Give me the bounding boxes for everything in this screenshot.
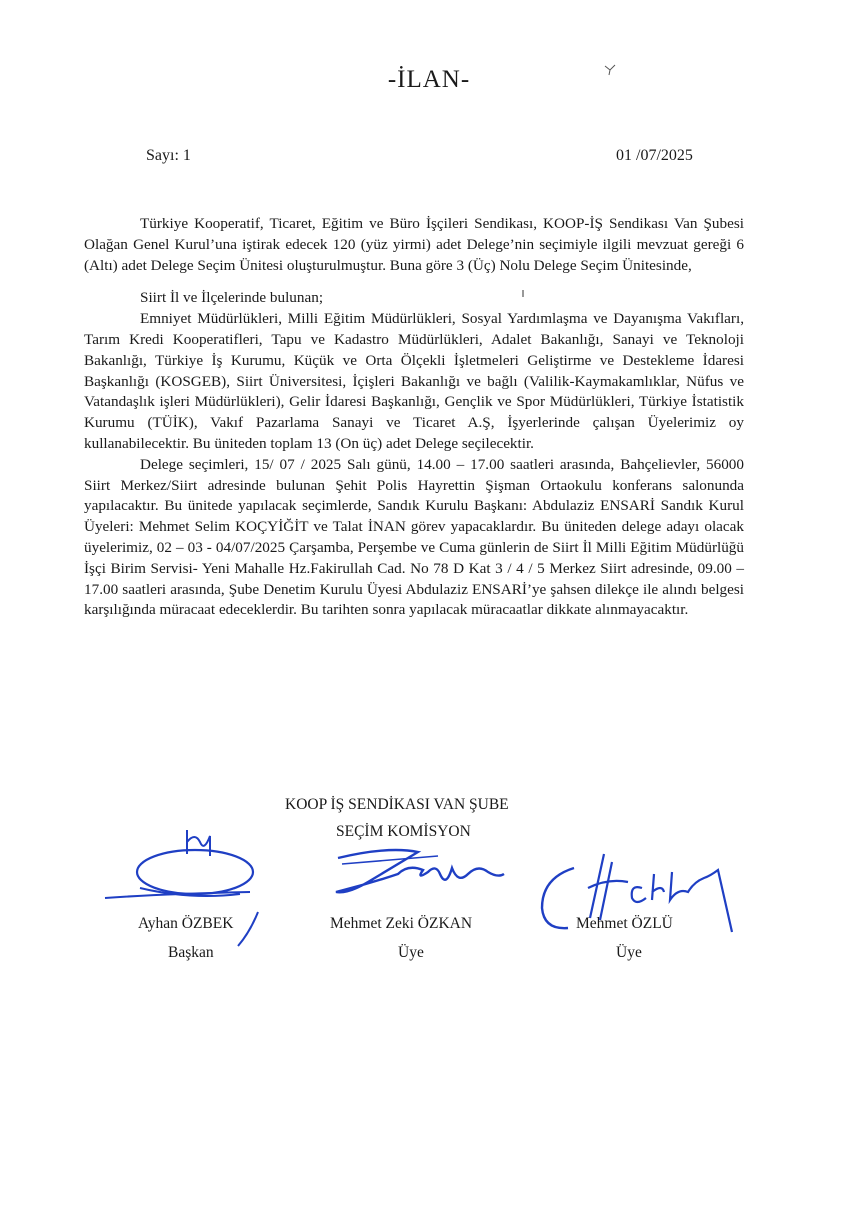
notice-body xyxy=(84,214,744,621)
member-role: Üye xyxy=(616,944,642,961)
member-name: Ayhan ÖZBEK xyxy=(138,915,234,932)
paragraph-intro: Türkiye Kooperatif, Ticaret, Eğitim ve Büro İşçileri Sendikası, KOOP-İŞ Sendikası Van Şubesi Olağan Genel Kurul’una iştirak edecek 120 (yüz yirmi) adet Delege’nin seçimiyle ilgili mevzuat gereği 6 (Altı) adet Delege Seçim Ünitesi oluşturulmuştur. Buna göre 3 (Üç) Nolu Delege Seçim Ünitesinde, xyxy=(84,215,744,274)
document-number: Sayı: 1 xyxy=(146,147,191,164)
organization-name: KOOP İŞ SENDİKASI VAN ŞUBE xyxy=(285,796,509,813)
paragraph-election-details: Delege seçimleri, 15/ 07 / 2025 Salı günü, 14.00 – 17.00 saatleri arasında, Bahçelievler, 56000 Siirt Merkez/Siirt adresinde bulunan Şehit Polis Hayrettin Şişman Ortaokulu konferans salonunda yapılacaktır. Bu ünitede yapılacak seçimlerde, Sandık Kurulu Başkanı: Abdulaziz ENSARİ Sandık Kurul Üyeleri: Mehmet Selim KOÇYİĞİT ve Talat İNAN görev yapacaklardır. Bu üniteden delege adayı olacak üyelerimiz, 02 – 03 - 04/07/2025 Çarşamba, Perşembe ve Cuma günlerin de Siirt İl Milli Eğitim Müdürlüğü İşçi Birim Servisi- Yeni Mahalle Hz.Fakirullah Cad. No 78 D Kat 3 / 4 / 5 Merkez Siirt adresinde, 09.00 – 17.00 saatleri arasında, Şube Denetim Kurulu Üyesi Abdulaziz ENSARİ’ye şahsen dilekçe ile alındı belgesi karşılığında müracaat edeceklerdir. Bu tarihten sonra yapılacak müracaatlar dikkate alınmayacaktır. xyxy=(84,455,744,619)
member-name: Mehmet ÖZLÜ xyxy=(576,915,673,932)
member-role: Üye xyxy=(398,944,424,961)
commission-name: SEÇİM KOMİSYON xyxy=(336,823,471,840)
notice-title: -İLAN- xyxy=(387,66,471,93)
paragraph-institutions: Emniyet Müdürlükleri, Milli Eğitim Müdürlükleri, Sosyal Yardımlaşma ve Dayanışma Vakıfları, Tarım Kredi Kooperatifleri, Tapu ve Kadastro Müdürlükleri, Adalet Bakanlığı, Sanayi ve Teknoloji Bakanlığı, Türkiye İş Kurumu, Küçük ve Orta Ölçekli İşletmeleri Geliştirme ve Destekleme İdaresi Başkanlığı (KOSGEB), Siirt Üniversitesi, İçişleri Bakanlığı ve bağlı (Valilik-Kaymakamlıklar, Nüfus ve Vatandaşlık işleri Müdürlükleri), Gelir İdaresi Başkanlığı, Gençlik ve Spor Müdürlükleri, Türkiye İstatistik Kurumu (TÜİK), Vakıf Pazarlama Sanayi ve Ticaret A.Ş, İşyerlerinde çalışan Üyelerimiz oy kullanabilecektir. Bu üniteden toplam 13 (On üç) adet Delege seçilecektir. xyxy=(84,310,744,452)
document-date: 01 /07/2025 xyxy=(616,147,693,164)
member-name: Mehmet Zeki ÖZKAN xyxy=(330,915,473,932)
signature-mark xyxy=(328,844,508,904)
paragraph-region: Siirt İl ve İlçelerinde bulunan; xyxy=(140,289,324,307)
member-role: Başkan xyxy=(168,944,214,961)
